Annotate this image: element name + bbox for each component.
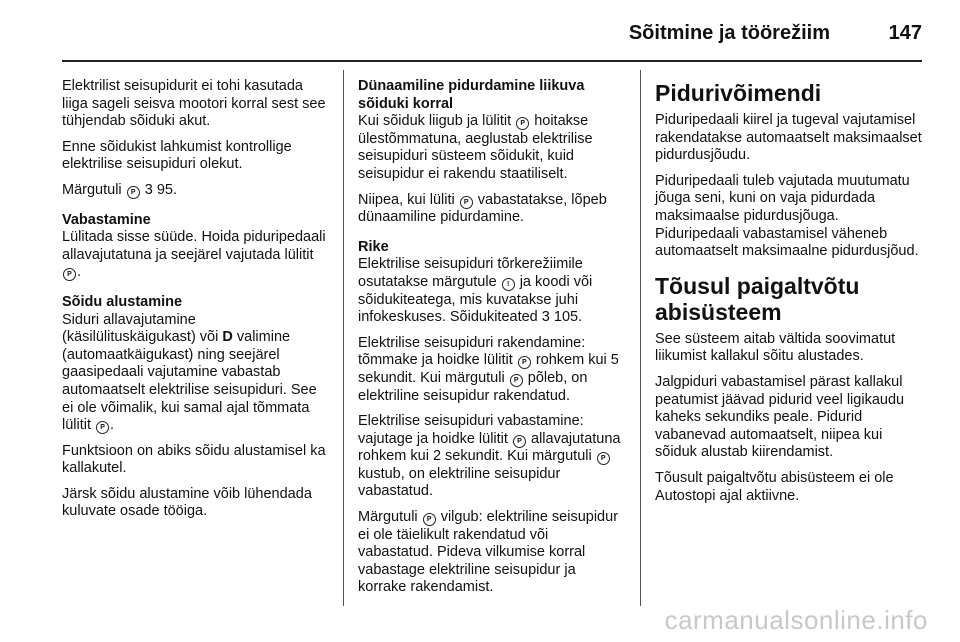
brake-icon: P	[63, 268, 76, 281]
brake-icon: P	[96, 421, 109, 434]
paragraph-wear: Järsk sõidu alustamine võib lühendada kuluvate osade tööiga.	[62, 485, 312, 520]
paragraph-indicator-ref: Märgutuli P 3 95.	[62, 181, 177, 198]
section-title: Sõitmine ja töörežiim	[628, 22, 830, 44]
paragraph-release: Lülitada sisse süüde. Hoida piduripedaali allavajutatuna ja seejärel vajutada lülitit P .	[62, 229, 326, 281]
brake-icon: P	[516, 117, 529, 130]
paragraph-battery-warning: Elektrilist seisupidurit ei tohi kasutada liiga sageli seisva mootori korral sest see tühjendab sõiduki akut.	[62, 78, 326, 130]
paragraph-driving-off: Siduri allavajutamine (käsilülituskäigukast) või D valimine (automaatkäigukast) ning seejärel gaasipedaali vajutamine vabastab automaatselt elektrilise seisupiduri. See ei ole võimalik, kui samal ajal tõmmata lülitit P .	[62, 311, 317, 434]
paragraph-hill-1: See süsteem aitab vältida soovimatut liikumist kallakul sõitu alustades.	[655, 330, 896, 365]
brake-icon: P	[460, 196, 473, 209]
paragraph-dynamic-2: Niipea, kui lüliti P vabastatakse, lõpeb dünaamiline pidurdamine.	[358, 191, 607, 226]
paragraph-function: Funktsioon on abiks sõidu alustamisel ka kallakutel.	[62, 442, 326, 477]
heading-brake-assist: Pidurivõimendi	[655, 80, 822, 106]
paragraph-check-status: Enne sõidukist lahkumist kontrollige elektrilise seisupiduri olekut.	[62, 138, 292, 173]
subheading-release: Vabastamine	[62, 211, 151, 228]
column-3	[655, 78, 925, 513]
brake-icon: P	[127, 186, 140, 199]
paragraph-hill-2: Jalgpiduri vabastamisel pärast kallakul peatumist jäävad pidurid veel ligikaudu kaheks sekundiks peale. Pidurid vabanevad automaatselt, niipea kui sõiduk alustab kiirendamist.	[655, 373, 905, 461]
ref-arrow-icon: 3	[144, 181, 153, 198]
column-divider-1	[343, 70, 344, 606]
watermark: carmanualsonline.info	[664, 605, 928, 635]
header-rule	[62, 60, 922, 62]
paragraph-flashing: Märgutuli P vilgub: elektriline seisupidur ei ole täielikult rakendatud või vabastatud. Pideva vilkumise korral vabastage elektriline seisupidur ja korrake rakendamist.	[358, 509, 619, 596]
subheading-fault: Rike	[358, 238, 389, 255]
paragraph-fault: Elektrilise seisupiduri tõrkerežiimile osutatakse märgutule ! ja koodi või sõidukiteatega, mis kuvatakse juhi infokeskuses. Sõidukiteated 3 105.	[358, 256, 593, 326]
page-header	[62, 22, 922, 44]
page-number: 147	[888, 22, 922, 44]
subheading-driving-off: Sõidu alustamine	[62, 293, 183, 310]
column-divider-2	[640, 70, 641, 606]
column-2	[358, 78, 626, 605]
paragraph-apply: Elektrilise seisupiduri rakendamine: tõmmake ja hoidke lülitit P rohkem kui 5 sekundit. Kui märgutuli P põleb, on elektriline seisupidur rakendatud.	[358, 334, 619, 404]
paragraph-assist-1: Piduripedaali kiirel ja tugeval vajutamisel rakendatakse automaatselt maksimaalset pidurdusjõudu.	[655, 112, 922, 164]
brake-icon: P	[518, 356, 531, 369]
heading-hill-start-assist: Tõusul paigaltvõtu abisüsteem	[655, 272, 860, 325]
paragraph-assist-2: Piduripedaali tuleb vajutada muutumatu jõuga seni, kuni on vaja pidurdada maksimaalse pidurdusjõuga. Piduripedaali vabastamisel väheneb automaatselt maksimaalne pidurdusjõud.	[655, 172, 919, 260]
subheading-dynamic-braking: Dünaamiline pidurdamine liikuva sõiduki korral	[358, 78, 585, 112]
brake-icon: P	[513, 435, 526, 448]
paragraph-hill-3: Tõusult paigaltvõtu abisüsteem ei ole Autostopi ajal aktiivne.	[655, 469, 894, 504]
paragraph-dynamic-1: Kui sõiduk liigub ja lülitit P hoitakse ülestõmmatuna, aeglustab elektrilise seisupiduri süsteem sõidukit, kuid seisupidur ei rakendu staatiliselt.	[358, 113, 593, 182]
warning-icon: !	[502, 278, 515, 291]
paragraph-release-fault: Elektrilise seisupiduri vabastamine: vajutage ja hoidke lülitit P allavajutatuna rohkem kui 2 sekundit. Kui märgutuli P kustub, on elektriline seisupidur vabastatud.	[358, 413, 621, 500]
column-1	[62, 78, 330, 529]
brake-icon: P	[510, 374, 523, 387]
brake-icon: P	[423, 513, 436, 526]
ref-arrow-icon: 3	[541, 309, 550, 326]
brake-icon: P	[597, 452, 610, 465]
